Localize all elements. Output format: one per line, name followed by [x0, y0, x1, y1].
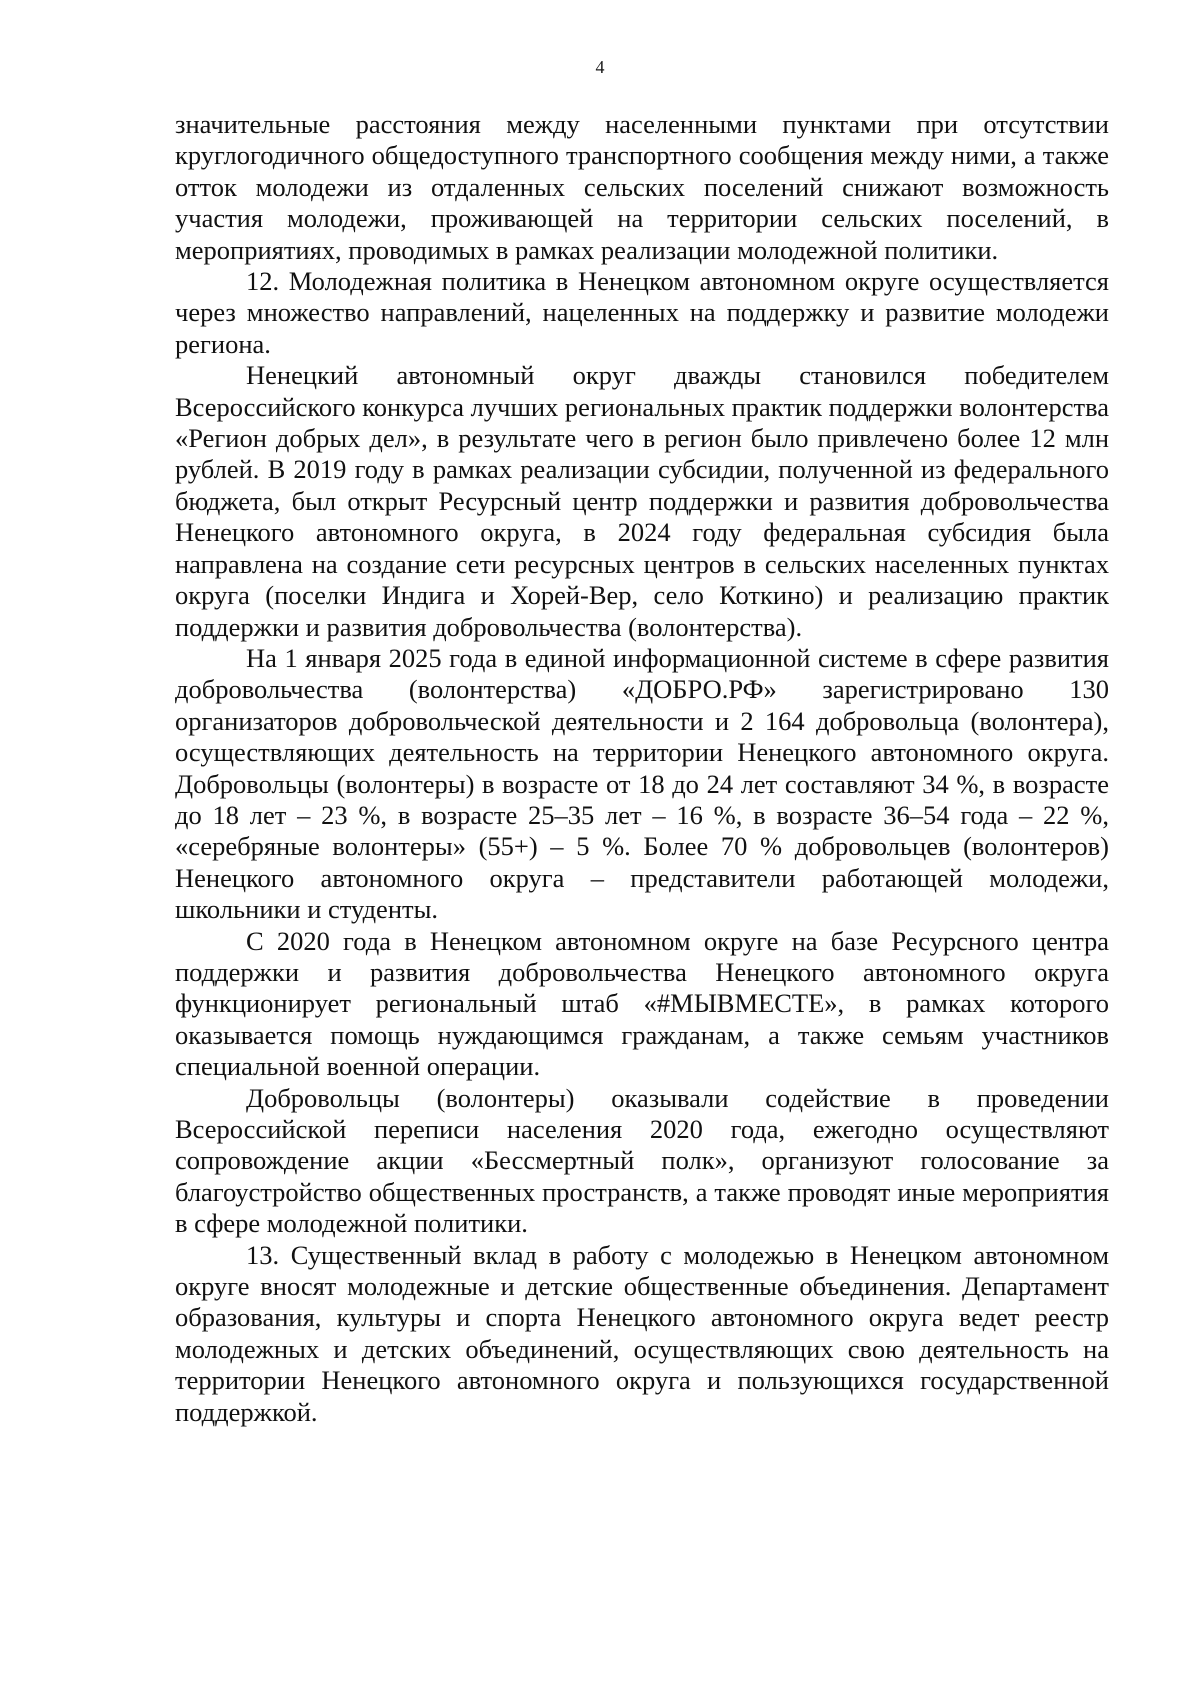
paragraph-item-12: 12. Молодежная политика в Ненецком автономном округе осуществляется через множество направлений, нацеленных на поддержку и развитие молодежи региона.	[175, 266, 1109, 359]
page-number: 4	[595, 57, 605, 77]
paragraph: С 2020 года в Ненецком автономном округе на базе Ресурсного центра поддержки и развития добровольчества Ненецкого автономного округа функционирует региональный штаб «#МЫВМЕСТЕ», в рамках которого оказывается помощь нуждающимся гражданам, а также семьям участников специальной военной операции.	[175, 925, 1109, 1082]
paragraph: Добровольцы (волонтеры) оказывали содействие в проведении Всероссийской переписи населения 2020 года, ежегодно осуществляют сопровождение акции «Бессмертный полк», организуют голосование за благоустройство общественных пространств, а также проводят иные мероприятия в сфере молодежной политики.	[175, 1082, 1109, 1239]
paragraph: Ненецкий автономный округ дважды становился победителем Всероссийского конкурса лучших региональных практик поддержки волонтерства «Регион добрых дел», в результате чего в регион было привлечено более 12 млн рублей. В 2019 году в рамках реализации субсидии, полученной из федерального бюджета, был открыт Ресурсный центр поддержки и развития добровольчества Ненецкого автономного округа, в 2024 году федеральная субсидия была направлена на создание сети ресурсных центров в сельских населенных пунктах округа (поселки Индига и Хорей-Вер, село Коткино) и реализацию практик поддержки и развития добровольчества (волонтерства).	[175, 360, 1109, 642]
document-body	[175, 109, 1109, 1428]
paragraph: значительные расстояния между населенными пунктами при отсутствии круглогодичного общедоступного транспортного сообщения между ними, а также отток молодежи из отдаленных сельских поселений снижают возможность участия молодежи, проживающей на территории сельских поселений, в мероприятиях, проводимых в рамках реализации молодежной политики.	[175, 109, 1109, 265]
paragraph: На 1 января 2025 года в единой информационной системе в сфере развития добровольчества (волонтерства) «ДОБРО.РФ» зарегистрировано 130 организаторов добровольческой деятельности и 2 164 добровольца (волонтера), осуществляющих деятельность на территории Ненецкого автономного округа. Добровольцы (волонтеры) в возрасте от 18 до 24 лет составляют 34 %, в возрасте до 18 лет – 23 %, в возрасте 25–35 лет – 16 %, в возрасте 36–54 года – 22 %, «серебряные волонтеры» (55+) – 5 %. Более 70 % добровольцев (волонтеров) Ненецкого автономного округа – представители работающей молодежи, школьники и студенты.	[175, 642, 1109, 925]
paragraph-item-13: 13. Существенный вклад в работу с молодежью в Ненецком автономном округе вносят молодежные и детские общественные объединения. Департамент образования, культуры и спорта Ненецкого автономного округа ведет реестр молодежных и детских объединений, осуществляющих свою деятельность на территории Ненецкого автономного округа и пользующихся государственной поддержкой.	[175, 1239, 1109, 1427]
